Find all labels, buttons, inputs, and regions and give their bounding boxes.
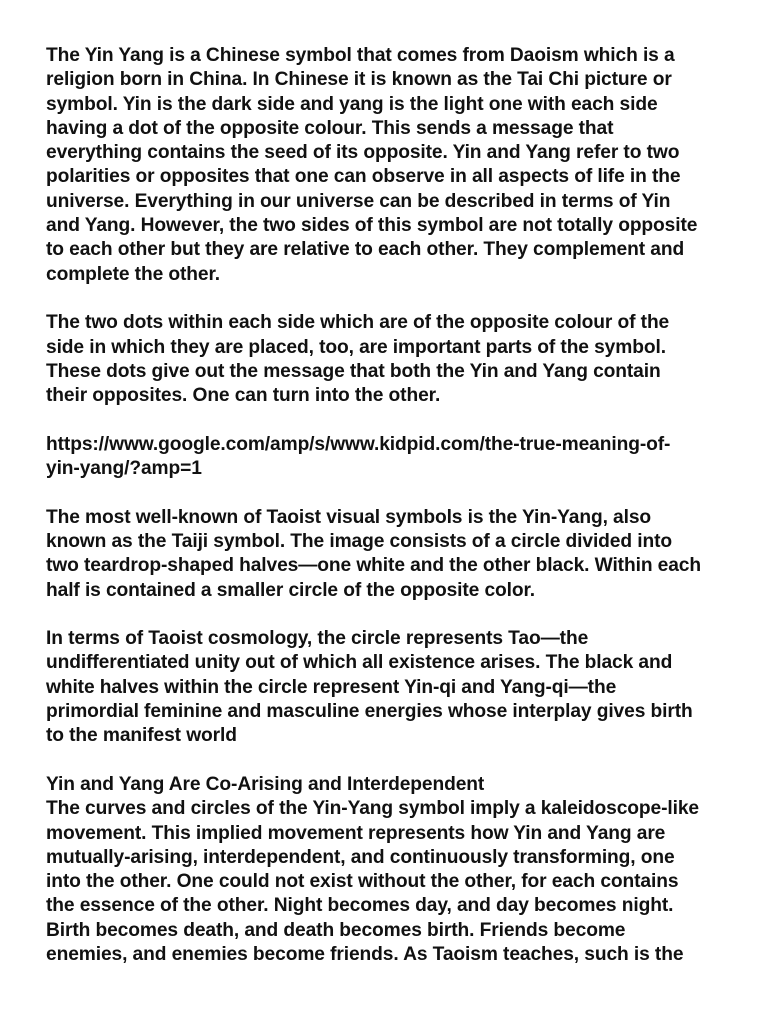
text-line: These dots give out the message that both the Yin and Yang contain <box>46 360 661 382</box>
text-line: white halves within the circle represent Yin-qi and Yang-qi—the <box>46 676 617 698</box>
text-line: religion born in China. In Chinese it is known as the Tai Chi picture or <box>46 69 672 91</box>
paragraph-co-arising <box>46 773 732 967</box>
paragraph-two-dots <box>46 311 732 408</box>
paragraph-taiji-symbol <box>46 506 732 603</box>
text-line: their opposites. One can turn into the other. <box>46 385 441 407</box>
text-line: polarities or opposites that one can observe in all aspects of life in the <box>46 166 681 188</box>
text-line: known as the Taiji symbol. The image consists of a circle divided into <box>46 530 672 552</box>
text-line: to each other but they are relative to each other. They complement and <box>46 239 685 261</box>
text-line: undifferentiated unity out of which all existence arises. The black and <box>46 652 673 674</box>
text-line: having a dot of the opposite colour. This sends a message that <box>46 117 614 139</box>
text-line: side in which they are placed, too, are important parts of the symbol. <box>46 336 666 358</box>
text-line: half is contained a smaller circle of the opposite color. <box>46 579 536 601</box>
text-line: to the manifest world <box>46 725 237 747</box>
text-line: into the other. One could not exist without the other, for each contains <box>46 871 679 893</box>
text-line: The most well-known of Taoist visual symbols is the Yin-Yang, also <box>46 506 652 528</box>
source-link[interactable]: yin-yang/?amp=1 <box>46 458 202 480</box>
text-line: the essence of the other. Night becomes day, and day becomes night. <box>46 895 674 917</box>
paragraph-yin-yang-intro <box>46 44 732 287</box>
text-line: two teardrop-shaped halves—one white and the other black. Within each <box>46 555 702 577</box>
document-body <box>46 44 732 992</box>
text-line: In terms of Taoist cosmology, the circle represents Tao—the <box>46 628 589 650</box>
source-link[interactable]: https://www.google.com/amp/s/www.kidpid.com/the-true-meaning-of- <box>46 433 671 455</box>
text-line: complete the other. <box>46 263 221 285</box>
text-line: movement. This implied movement represents how Yin and Yang are <box>46 822 666 844</box>
paragraph-source-url[interactable] <box>46 433 732 482</box>
text-line: symbol. Yin is the dark side and yang is the light one with each side <box>46 93 658 115</box>
text-line: The Yin Yang is a Chinese symbol that comes from Daoism which is a <box>46 45 675 66</box>
text-line: The two dots within each side which are of the opposite colour of the <box>46 312 670 334</box>
paragraph-taoist-cosmology <box>46 627 732 748</box>
text-line: primordial feminine and masculine energies whose interplay gives birth <box>46 701 693 723</box>
text-line: and Yang. However, the two sides of this symbol are not totally opposite <box>46 215 698 237</box>
text-line: everything contains the seed of its opposite. Yin and Yang refer to two <box>46 142 680 164</box>
text-line: The curves and circles of the Yin-Yang symbol imply a kaleidoscope-like <box>46 798 699 820</box>
text-line: Birth becomes death, and death becomes birth. Friends become <box>46 919 626 941</box>
text-line: enemies, and enemies become friends. As Taoism teaches, such is the <box>46 943 684 965</box>
text-line: mutually-arising, interdependent, and continuously transforming, one <box>46 846 675 868</box>
text-line: universe. Everything in our universe can be described in terms of Yin <box>46 190 671 212</box>
section-heading: Yin and Yang Are Co-Arising and Interdependent <box>46 773 485 795</box>
